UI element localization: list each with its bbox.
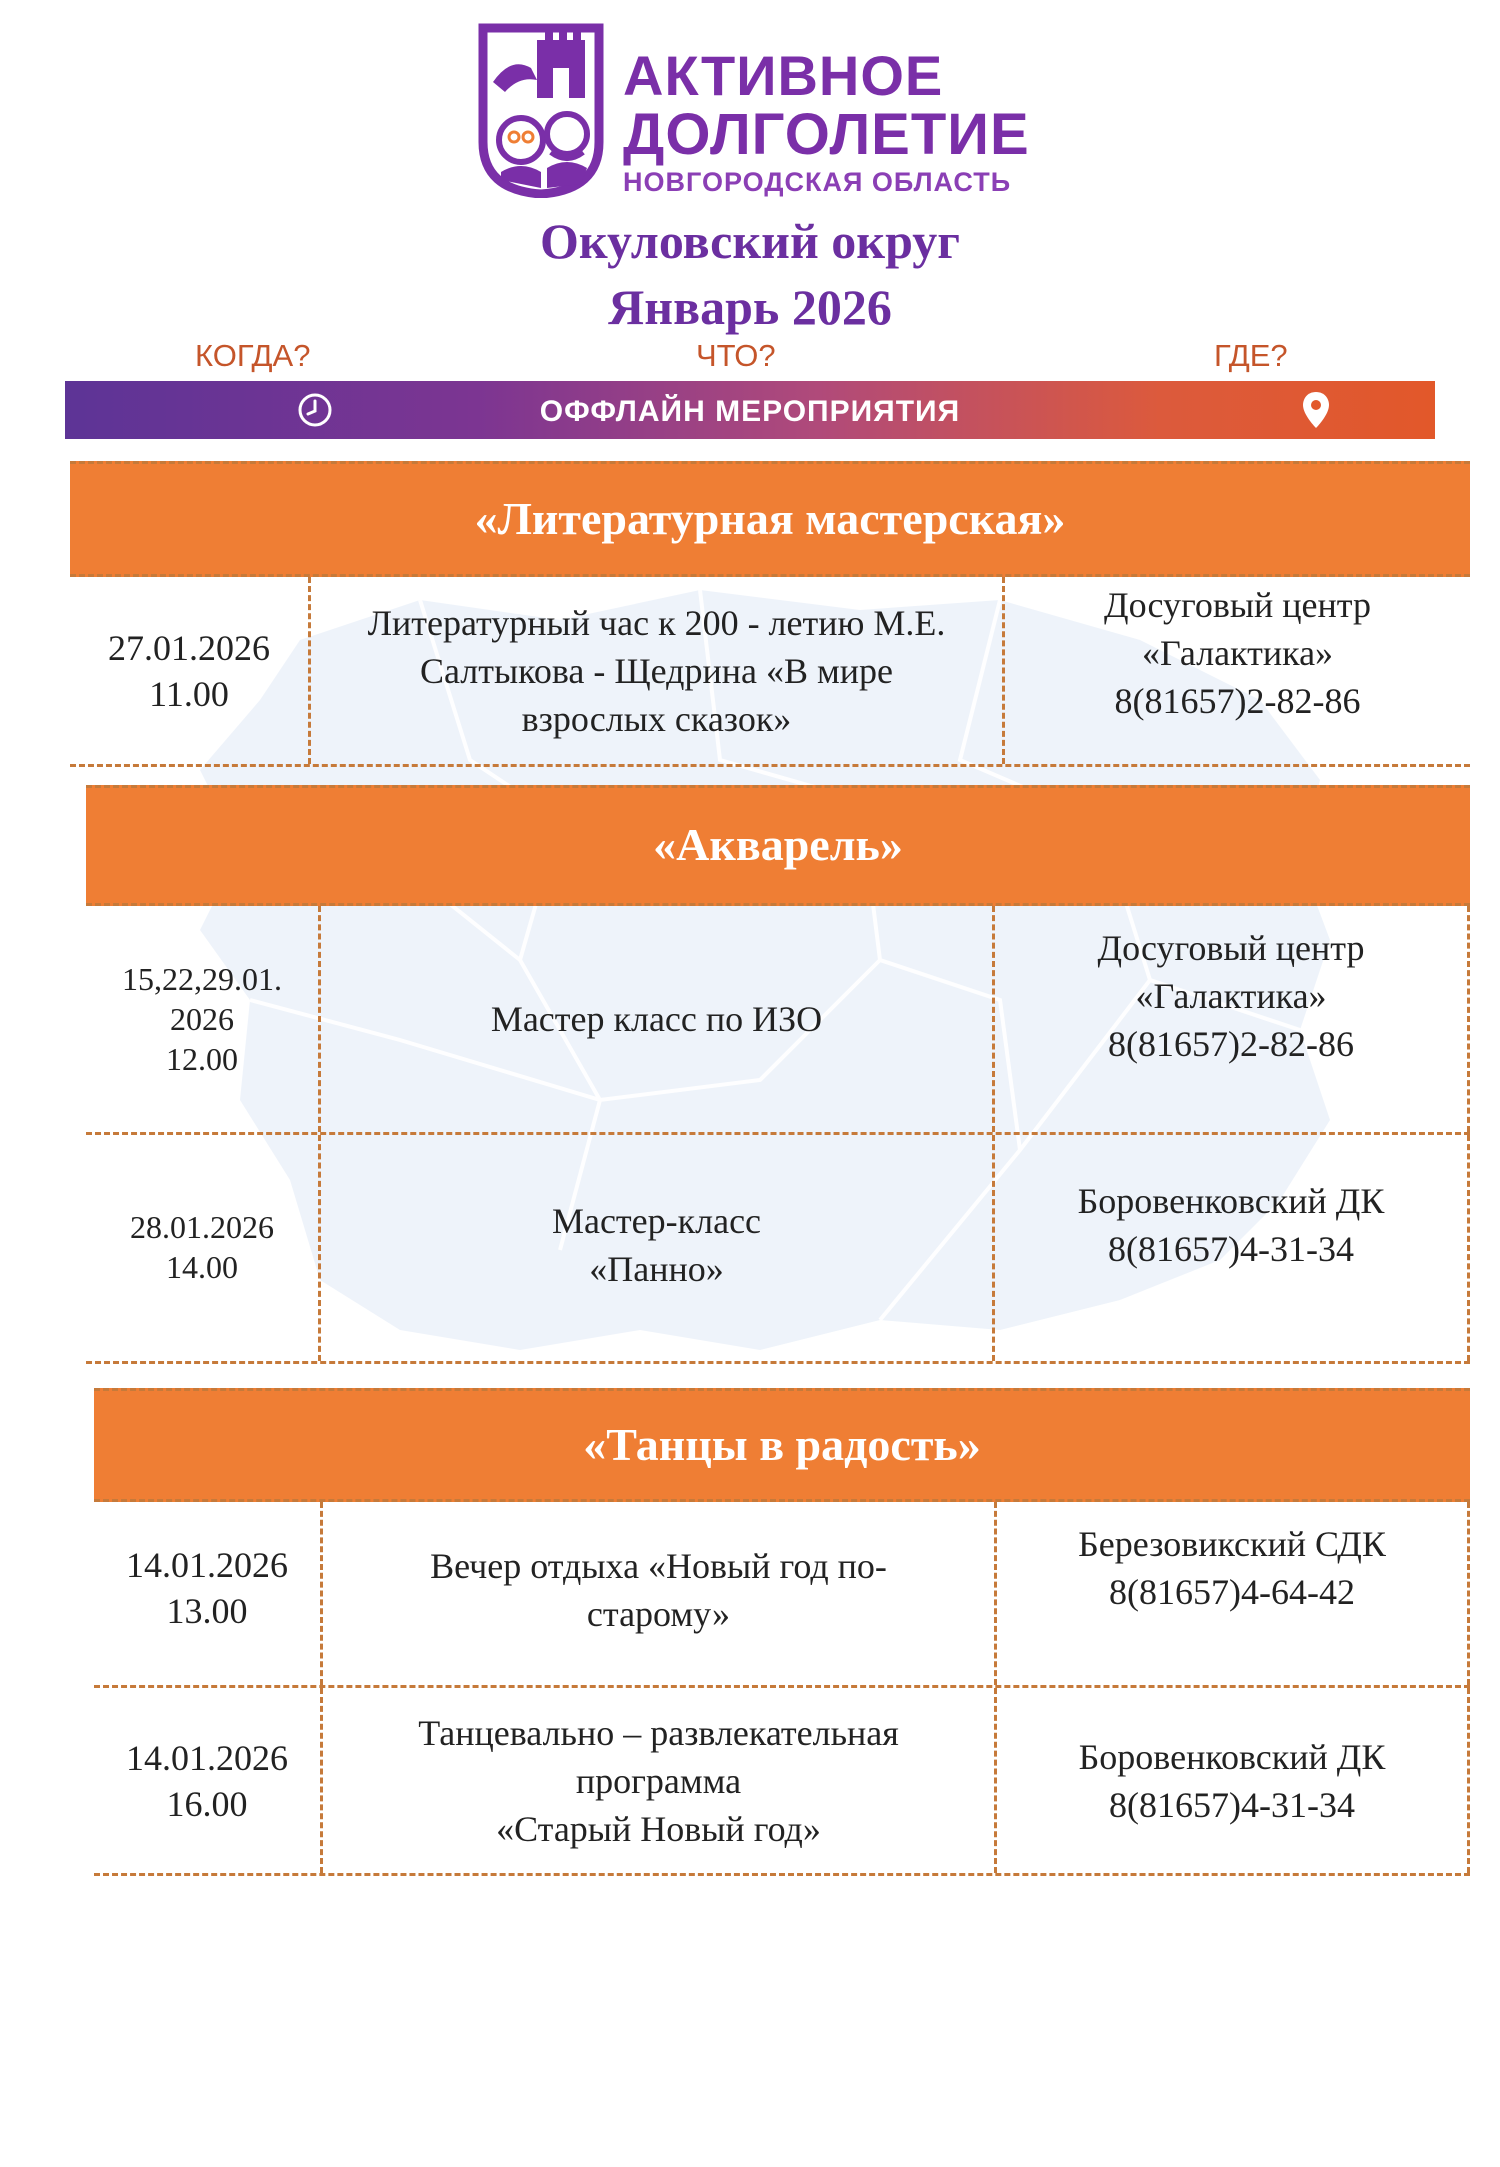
section-title: «Танцы в радость» — [94, 1388, 1470, 1502]
event-place: Березовикский СДК 8(81657)4-64-42 — [994, 1502, 1470, 1685]
event-place: Боровенковский ДК 8(81657)4-31-34 — [992, 1135, 1470, 1361]
event-date: 15,22,29.01. 2026 12.00 — [122, 961, 282, 1077]
section-literary-workshop — [70, 461, 1470, 767]
location-pin-icon — [1301, 390, 1331, 430]
event-description: Мастер-класс «Панно» — [318, 1135, 992, 1361]
logo-line-region: НОВГОРОДСКАЯ ОБЛАСТЬ — [623, 167, 1012, 197]
section-title: «Литературная мастерская» — [70, 461, 1470, 577]
event-place: Досуговый центр «Галактика» 8(81657)2-82-86 — [1002, 577, 1470, 764]
table-row — [70, 577, 1470, 767]
table-row — [94, 1688, 1470, 1876]
event-date: 14.01.2026 13.00 — [126, 1545, 288, 1631]
month-title: Январь 2026 — [608, 279, 892, 335]
event-date: 28.01.2026 14.00 — [130, 1209, 274, 1285]
banner-text: ОФФЛАЙН МЕРОПРИЯТИЯ — [539, 395, 961, 428]
label-what: ЧТО? — [696, 338, 776, 373]
section-title: «Акварель» — [86, 785, 1470, 906]
event-description: Вечер отдыха «Новый год по- старому» — [320, 1502, 994, 1685]
logo-line-longevity: ДОЛГОЛЕТИЕ — [623, 102, 1030, 167]
event-description: Танцевально – развлекательная программа «Старый Новый год» — [320, 1688, 994, 1873]
event-description: Литературный час к 200 - летию М.Е. Салтыкова - Щедрина «В мире взрослых сказок» — [308, 577, 1002, 764]
label-when: КОГДА? — [195, 338, 311, 373]
logo-line-active: АКТИВНОЕ — [623, 44, 944, 107]
table-row — [86, 1135, 1470, 1364]
table-row — [94, 1502, 1470, 1688]
event-date: 14.01.2026 16.00 — [126, 1737, 288, 1824]
district-title: Окуловский округ — [540, 213, 960, 269]
table-row — [86, 906, 1470, 1135]
offline-events-banner — [65, 381, 1435, 439]
section-watercolor — [86, 785, 1470, 1364]
label-where: ГДЕ? — [1214, 338, 1288, 373]
event-date: 27.01.2026 11.00 — [108, 627, 270, 714]
section-dances — [94, 1388, 1470, 1876]
event-place: Боровенковский ДК 8(81657)4-31-34 — [994, 1688, 1470, 1873]
event-description: Мастер класс по ИЗО — [318, 906, 992, 1132]
logo — [475, 22, 1035, 202]
event-place: Досуговый центр «Галактика» 8(81657)2-82-86 — [992, 906, 1470, 1132]
emblem-icon — [475, 22, 607, 198]
